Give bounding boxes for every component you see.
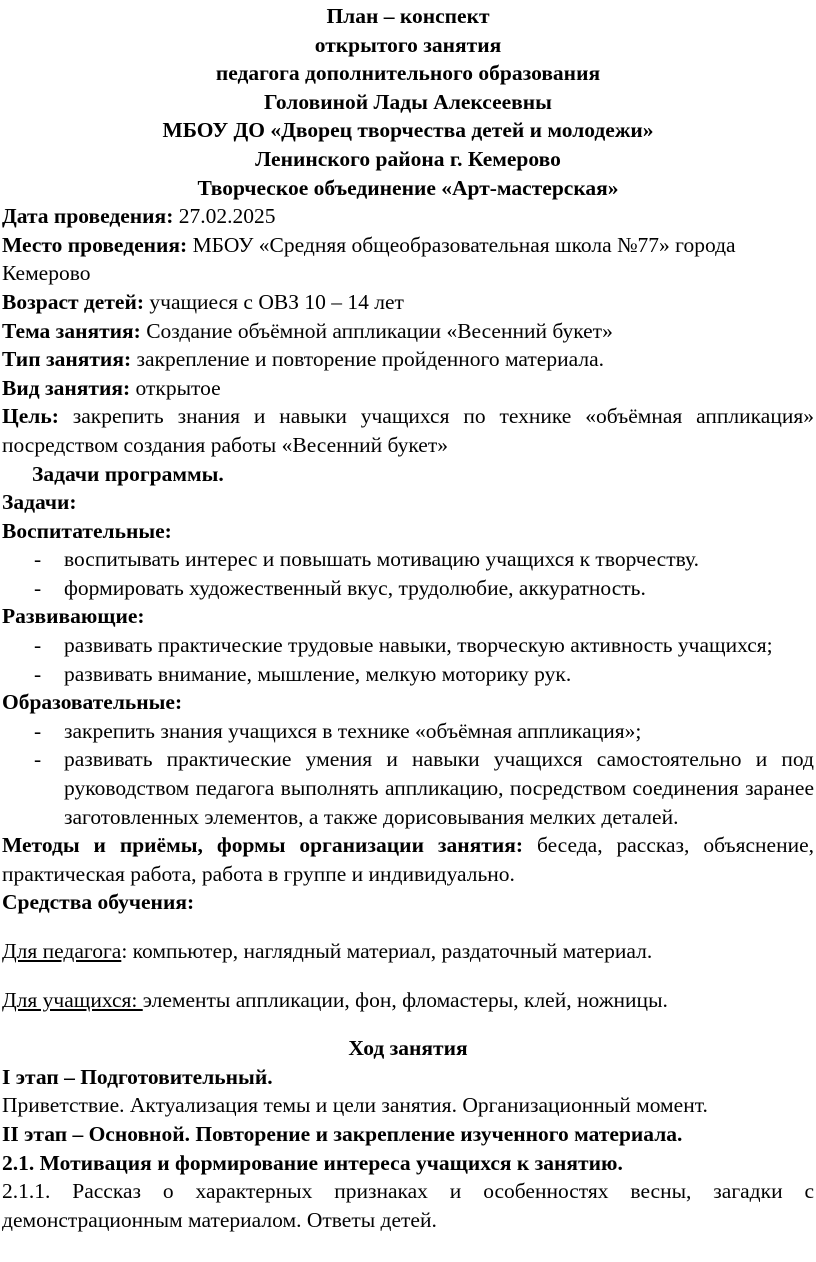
type-value: закрепление и повторение пройденного материала. bbox=[131, 347, 604, 372]
date-value: 27.02.2025 bbox=[173, 204, 276, 229]
spacer bbox=[2, 917, 814, 937]
means-heading: Средства обучения: bbox=[2, 890, 195, 915]
topic-row bbox=[2, 317, 814, 346]
methods-value: беседа, рассказ, объяснение, практическая работа, работа в группе и индивидуально. bbox=[2, 833, 815, 886]
list-item: - формировать художественный вкус, трудолюбие, аккуратность. bbox=[2, 574, 814, 603]
stage1-heading: I этап – Подготовительный. bbox=[2, 1064, 273, 1089]
list-item: - развивать практические умения и навыки учащихся самостоятельно и под руководством педагога выполнять аппликацию, посредством соединения заранее заготовленных элементов, а также дорисовывания мелких деталей. bbox=[2, 745, 814, 831]
header-line-3: педагога дополнительного образования bbox=[215, 61, 601, 86]
program-tasks-heading: Задачи программы. bbox=[32, 461, 224, 486]
header-line-5: МБОУ ДО «Дворец творчества детей и молодежи» bbox=[162, 118, 654, 143]
document-header bbox=[2, 2, 814, 202]
step21-heading: 2.1. Мотивация и формирование интереса учащихся к занятию. bbox=[2, 1150, 623, 1175]
spacer bbox=[2, 966, 814, 986]
goal-value: закрепить знания и навыки учащихся по технике «объёмная аппликация» посредством создания работы «Весенний букет» bbox=[2, 404, 814, 457]
list-item: - развивать практические трудовые навыки, творческую активность учащихся; bbox=[2, 631, 814, 660]
upbringing-list bbox=[2, 545, 814, 602]
topic-label: Тема занятия: bbox=[2, 318, 141, 343]
developing-heading: Развивающие: bbox=[2, 604, 145, 629]
header-line-1: План – конспект bbox=[326, 4, 490, 28]
stage2-heading: II этап – Основной. Повторение и закрепление изученного материала. bbox=[2, 1121, 683, 1146]
topic-value: Создание объёмной аппликации «Весенний букет» bbox=[140, 318, 613, 343]
list-item: - воспитывать интерес и повышать мотивацию учащихся к творчеству. bbox=[2, 545, 814, 574]
header-line-2: открытого занятия bbox=[314, 32, 502, 57]
place-value: МБОУ «Средняя общеобразовательная школа №77» города Кемерово bbox=[2, 232, 736, 286]
list-item: - развивать внимание, мышление, мелкую моторику рук. bbox=[2, 660, 814, 689]
teacher-means-row bbox=[2, 937, 814, 966]
place-label: Место проведения: bbox=[2, 232, 188, 257]
kind-value: открытое bbox=[130, 375, 221, 400]
place-row bbox=[2, 231, 814, 288]
kind-label: Вид занятия: bbox=[2, 375, 131, 400]
stage1-text: Приветствие. Актуализация темы и цели занятия. Организационный момент. bbox=[2, 1093, 708, 1118]
methods-row bbox=[2, 831, 814, 888]
developing-list bbox=[2, 631, 814, 688]
date-row bbox=[2, 202, 814, 231]
teacher-means-label: Для педагога bbox=[2, 939, 122, 963]
spacer bbox=[2, 1014, 814, 1034]
type-row bbox=[2, 345, 814, 374]
tasks-heading: Задачи: bbox=[2, 490, 77, 515]
header-line-4: Головиной Лады Алексеевны bbox=[264, 89, 552, 114]
students-means-label: Для учащихся: bbox=[2, 987, 143, 1012]
type-label: Тип занятия: bbox=[2, 347, 132, 372]
upbringing-heading: Воспитательные: bbox=[2, 518, 172, 543]
age-value: учащиеся с ОВЗ 10 – 14 лет bbox=[144, 289, 404, 314]
kind-row bbox=[2, 374, 814, 403]
educational-heading: Образовательные: bbox=[2, 690, 183, 715]
students-means-row bbox=[2, 986, 814, 1015]
step211-text: 2.1.1. Рассказ о характерных признаках и особенностях весны, загадки с демонстрационным материалом. Ответы детей. bbox=[2, 1179, 814, 1232]
date-label: Дата проведения: bbox=[2, 204, 174, 229]
teacher-means-value: : компьютер, наглядный материал, раздаточный материал. bbox=[121, 939, 653, 963]
students-means-value: элементы аппликации, фон, фломастеры, клей, ножницы. bbox=[142, 987, 668, 1012]
age-label: Возраст детей: bbox=[2, 289, 144, 314]
goal-label: Цель: bbox=[2, 404, 59, 429]
educational-list bbox=[2, 717, 814, 831]
header-line-6: Ленинского района г. Кемерово bbox=[255, 146, 561, 171]
goal-row bbox=[2, 402, 814, 459]
header-line-7: Творческое объединение «Арт-мастерская» bbox=[197, 175, 619, 200]
age-row bbox=[2, 288, 814, 317]
course-heading: Ход занятия bbox=[348, 1036, 468, 1061]
list-item: - закрепить знания учащихся в технике «объёмная аппликация»; bbox=[2, 717, 814, 746]
methods-label: Методы и приёмы, формы организации занятия: bbox=[2, 833, 524, 858]
